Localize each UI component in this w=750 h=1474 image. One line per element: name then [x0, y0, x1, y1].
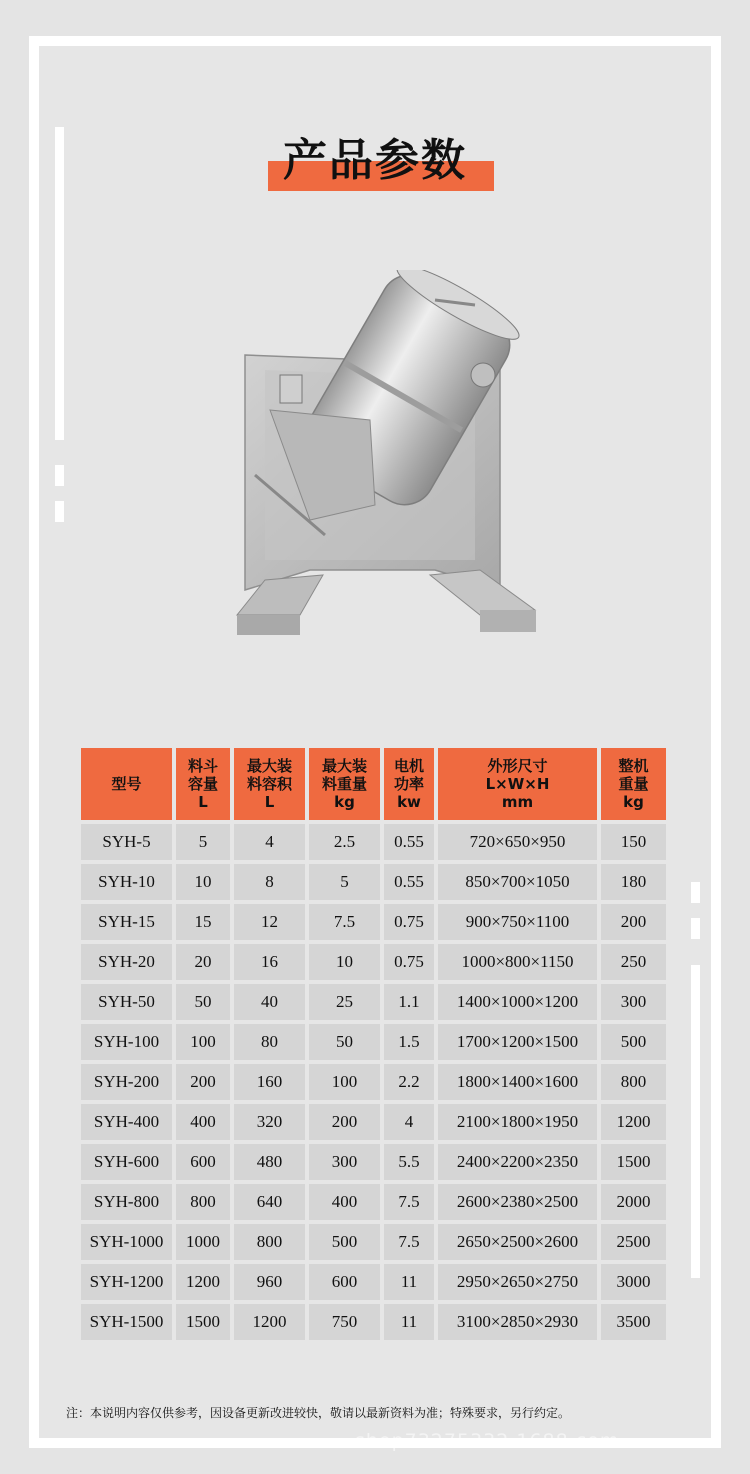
cell-machine-weight: 150	[601, 824, 666, 860]
cell-model: SYH-5	[81, 824, 172, 860]
cell-motor-power: 2.2	[384, 1064, 434, 1100]
table-row	[81, 1264, 666, 1300]
cell-max-load-volume: 80	[234, 1024, 305, 1060]
cell-model: SYH-600	[81, 1144, 172, 1180]
cell-dimensions: 2100×1800×1950	[438, 1104, 597, 1140]
cell-dimensions: 2400×2200×2350	[438, 1144, 597, 1180]
table-header-row	[81, 748, 666, 820]
page-title: 产品参数	[283, 135, 467, 186]
cell-machine-weight: 1200	[601, 1104, 666, 1140]
cell-motor-power: 0.75	[384, 904, 434, 940]
cell-max-load-weight: 100	[309, 1064, 380, 1100]
cell-max-load-weight: 25	[309, 984, 380, 1020]
table-row	[81, 1304, 666, 1340]
cell-dimensions: 2600×2380×2500	[438, 1184, 597, 1220]
cell-hopper-capacity: 10	[176, 864, 230, 900]
header-hopper-capacity: 料斗 容量 L	[176, 748, 230, 820]
cell-dimensions: 1800×1400×1600	[438, 1064, 597, 1100]
cell-max-load-weight: 50	[309, 1024, 380, 1060]
cell-motor-power: 0.75	[384, 944, 434, 980]
cell-motor-power: 7.5	[384, 1224, 434, 1260]
cell-machine-weight: 3000	[601, 1264, 666, 1300]
cell-max-load-volume: 40	[234, 984, 305, 1020]
cell-max-load-weight: 500	[309, 1224, 380, 1260]
cell-max-load-volume: 640	[234, 1184, 305, 1220]
cell-max-load-weight: 600	[309, 1264, 380, 1300]
table-row	[81, 1064, 666, 1100]
right-deco-bar-long	[691, 965, 700, 1278]
table-row	[81, 944, 666, 980]
cell-machine-weight: 3500	[601, 1304, 666, 1340]
header-motor-power: 电机 功率 kw	[384, 748, 434, 820]
cell-motor-power: 5.5	[384, 1144, 434, 1180]
cell-dimensions: 2650×2500×2600	[438, 1224, 597, 1260]
cell-max-load-volume: 480	[234, 1144, 305, 1180]
cell-dimensions: 850×700×1050	[438, 864, 597, 900]
cell-model: SYH-200	[81, 1064, 172, 1100]
cell-max-load-volume: 800	[234, 1224, 305, 1260]
cell-motor-power: 11	[384, 1264, 434, 1300]
cell-max-load-volume: 960	[234, 1264, 305, 1300]
cell-dimensions: 900×750×1100	[438, 904, 597, 940]
cell-hopper-capacity: 1500	[176, 1304, 230, 1340]
cell-max-load-volume: 8	[234, 864, 305, 900]
cell-motor-power: 1.1	[384, 984, 434, 1020]
header-max-load-weight: 最大装 料重量 kg	[309, 748, 380, 820]
cell-machine-weight: 300	[601, 984, 666, 1020]
cell-max-load-volume: 320	[234, 1104, 305, 1140]
cell-dimensions: 3100×2850×2930	[438, 1304, 597, 1340]
spec-table	[77, 744, 670, 1344]
cell-hopper-capacity: 800	[176, 1184, 230, 1220]
cell-max-load-volume: 4	[234, 824, 305, 860]
cell-machine-weight: 180	[601, 864, 666, 900]
cell-hopper-capacity: 100	[176, 1024, 230, 1060]
cell-model: SYH-50	[81, 984, 172, 1020]
header-machine-weight: 整机 重量 kg	[601, 748, 666, 820]
cell-machine-weight: 2000	[601, 1184, 666, 1220]
cell-max-load-weight: 750	[309, 1304, 380, 1340]
cell-motor-power: 0.55	[384, 824, 434, 860]
cell-max-load-weight: 5	[309, 864, 380, 900]
cell-hopper-capacity: 1000	[176, 1224, 230, 1260]
cell-hopper-capacity: 15	[176, 904, 230, 940]
cell-hopper-capacity: 400	[176, 1104, 230, 1140]
right-deco-bar-short-2	[691, 918, 700, 939]
cell-model: SYH-400	[81, 1104, 172, 1140]
header-dimensions: 外形尺寸 L×W×H mm	[438, 748, 597, 820]
cell-dimensions: 2950×2650×2750	[438, 1264, 597, 1300]
cell-motor-power: 4	[384, 1104, 434, 1140]
cell-dimensions: 1000×800×1150	[438, 944, 597, 980]
table-row	[81, 984, 666, 1020]
cell-max-load-weight: 2.5	[309, 824, 380, 860]
right-deco-bar-short	[691, 882, 700, 903]
cell-dimensions: 1700×1200×1500	[438, 1024, 597, 1060]
cell-motor-power: 11	[384, 1304, 434, 1340]
cell-hopper-capacity: 1200	[176, 1264, 230, 1300]
cell-hopper-capacity: 50	[176, 984, 230, 1020]
cell-max-load-volume: 160	[234, 1064, 305, 1100]
cell-model: SYH-1200	[81, 1264, 172, 1300]
table-row	[81, 1104, 666, 1140]
table-row	[81, 1224, 666, 1260]
cell-model: SYH-800	[81, 1184, 172, 1220]
table-row	[81, 1024, 666, 1060]
cell-max-load-weight: 400	[309, 1184, 380, 1220]
cell-max-load-volume: 16	[234, 944, 305, 980]
header-model: 型号	[81, 748, 172, 820]
cell-max-load-volume: 12	[234, 904, 305, 940]
cell-machine-weight: 800	[601, 1064, 666, 1100]
cell-model: SYH-15	[81, 904, 172, 940]
table-row	[81, 824, 666, 860]
cell-max-load-volume: 1200	[234, 1304, 305, 1340]
cell-model: SYH-10	[81, 864, 172, 900]
cell-machine-weight: 250	[601, 944, 666, 980]
left-deco-bar-short-2	[55, 501, 64, 522]
cell-max-load-weight: 7.5	[309, 904, 380, 940]
cell-machine-weight: 500	[601, 1024, 666, 1060]
machine-photo	[225, 270, 555, 650]
cell-machine-weight: 200	[601, 904, 666, 940]
cell-model: SYH-1000	[81, 1224, 172, 1260]
cell-model: SYH-100	[81, 1024, 172, 1060]
table-row	[81, 1144, 666, 1180]
cell-model: SYH-1500	[81, 1304, 172, 1340]
cell-machine-weight: 1500	[601, 1144, 666, 1180]
table-row	[81, 904, 666, 940]
cell-max-load-weight: 200	[309, 1104, 380, 1140]
cell-max-load-weight: 300	[309, 1144, 380, 1180]
cell-hopper-capacity: 600	[176, 1144, 230, 1180]
cell-hopper-capacity: 20	[176, 944, 230, 980]
cell-motor-power: 0.55	[384, 864, 434, 900]
disclaimer-note: 注：本说明内容仅供参考，因设备更新改进较快，敬请以最新资料为准；特殊要求，另行约定。	[66, 1406, 571, 1420]
cell-dimensions: 1400×1000×1200	[438, 984, 597, 1020]
cell-motor-power: 7.5	[384, 1184, 434, 1220]
table-row	[81, 864, 666, 900]
cell-hopper-capacity: 200	[176, 1064, 230, 1100]
shop-watermark: shop73275332.1688.com	[355, 1430, 620, 1452]
left-deco-bar-short	[55, 465, 64, 486]
cell-hopper-capacity: 5	[176, 824, 230, 860]
table-row	[81, 1184, 666, 1220]
header-max-load-volume: 最大装 料容积 L	[234, 748, 305, 820]
cell-machine-weight: 2500	[601, 1224, 666, 1260]
cell-dimensions: 720×650×950	[438, 824, 597, 860]
cell-motor-power: 1.5	[384, 1024, 434, 1060]
cell-max-load-weight: 10	[309, 944, 380, 980]
cell-model: SYH-20	[81, 944, 172, 980]
